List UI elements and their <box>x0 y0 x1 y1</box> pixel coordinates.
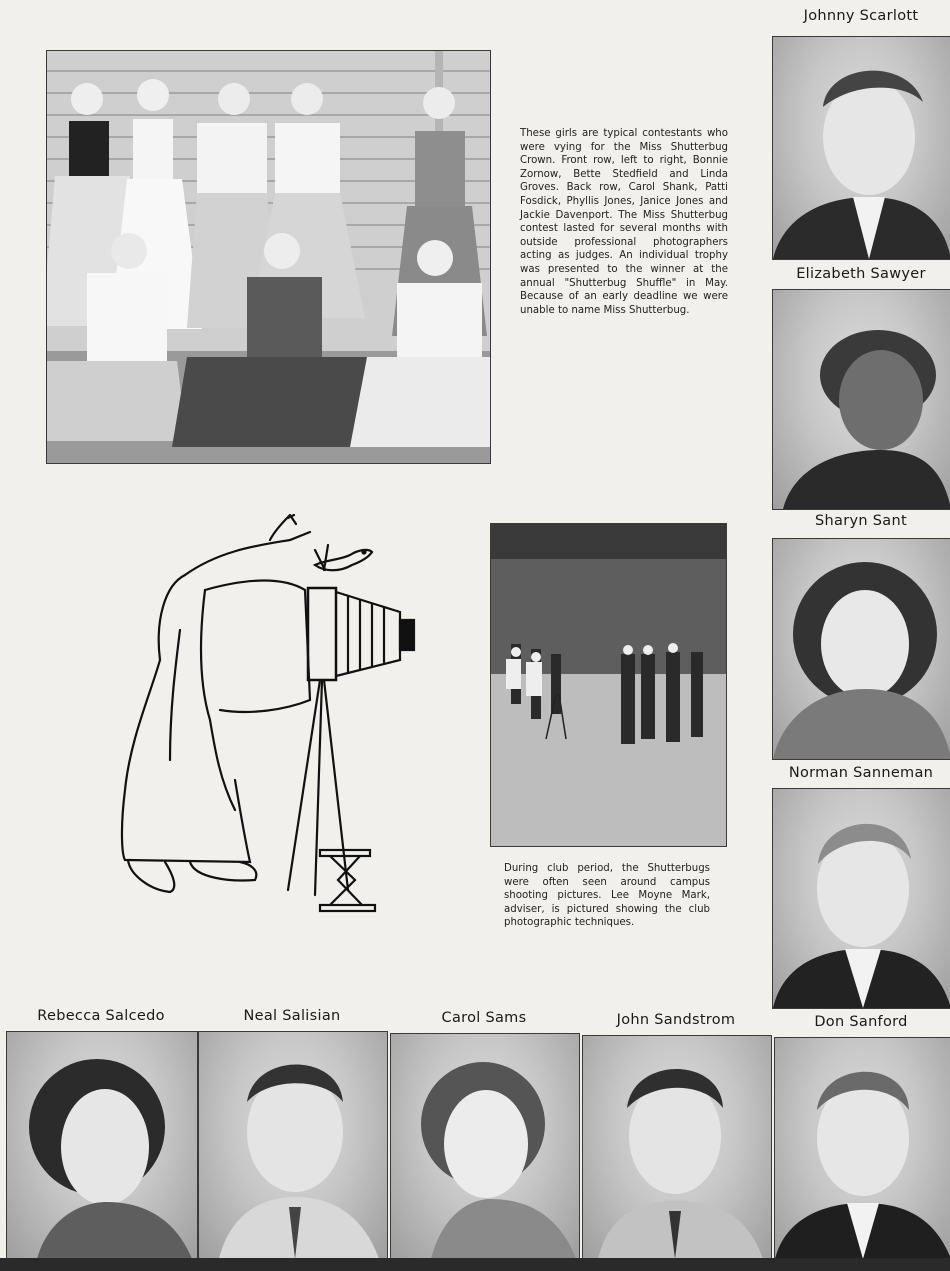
portrait-norman-sanneman <box>772 788 950 1009</box>
portrait-silhouette <box>773 37 950 259</box>
portrait-name-elizabeth-sawyer: Elizabeth Sawyer <box>796 266 926 282</box>
portrait-name-john-sandstrom: John Sandstrom <box>616 1012 736 1028</box>
portrait-name-norman-sanneman: Norman Sanneman <box>788 765 934 781</box>
group-photo-illustration <box>47 51 490 463</box>
portrait-don-sanford <box>774 1037 950 1260</box>
club-photo-illustration <box>491 524 726 846</box>
portrait-silhouette <box>583 1036 771 1259</box>
portrait-name-rebecca-salcedo: Rebecca Salcedo <box>37 1008 165 1024</box>
portrait-name-neal-salisian: Neal Salisian <box>243 1008 341 1024</box>
portrait-silhouette <box>199 1032 387 1259</box>
portrait-silhouette <box>775 1038 950 1259</box>
portrait-sharyn-sant <box>772 538 950 760</box>
portrait-silhouette <box>773 789 950 1008</box>
portrait-silhouette <box>7 1032 197 1259</box>
portrait-name-sharyn-sant: Sharyn Sant <box>815 513 907 529</box>
portrait-johnny-scarlott <box>772 36 950 260</box>
contestants-group-photo <box>46 50 491 464</box>
contestants-caption: These girls are typical contestants who were vying for the Miss Shutterbug Crown. Front row, left to right, Bonnie Zornow, Bette Stedfield and Linda Groves. Back row, Carol Shank, Patti Fosdick, Phyllis Jones, Janice Jones and Jackie Davenport. The Miss Shutterbug contest lasted for several months with outside professional photographers acting as judges. An individual trophy was presented to the winner at the annual "Shutterbug Shuffle" in May. Because of an early deadline we were unable to name Miss Shutterbug. <box>520 128 728 316</box>
portrait-silhouette <box>773 539 950 759</box>
photographer-cartoon <box>110 510 450 930</box>
portrait-name-don-sanford: Don Sanford <box>814 1014 908 1030</box>
portrait-silhouette <box>391 1034 579 1259</box>
club-activity-caption: During club period, the Shutterbugs were often seen around campus shooting pictures. Lee Moyne Mark, adviser, is pictured showing the club photographic techniques. <box>504 863 710 929</box>
portrait-neal-salisian <box>198 1031 388 1260</box>
portrait-elizabeth-sawyer <box>772 289 950 510</box>
portrait-carol-sams <box>390 1033 580 1260</box>
portrait-name-carol-sams: Carol Sams <box>441 1010 527 1026</box>
page-bottom-edge <box>0 1258 950 1271</box>
portrait-name-johnny-scarlott: Johnny Scarlott <box>803 8 919 24</box>
portrait-rebecca-salcedo <box>6 1031 198 1260</box>
portrait-silhouette <box>773 290 950 509</box>
club-activity-photo <box>490 523 727 847</box>
portrait-john-sandstrom <box>582 1035 772 1260</box>
